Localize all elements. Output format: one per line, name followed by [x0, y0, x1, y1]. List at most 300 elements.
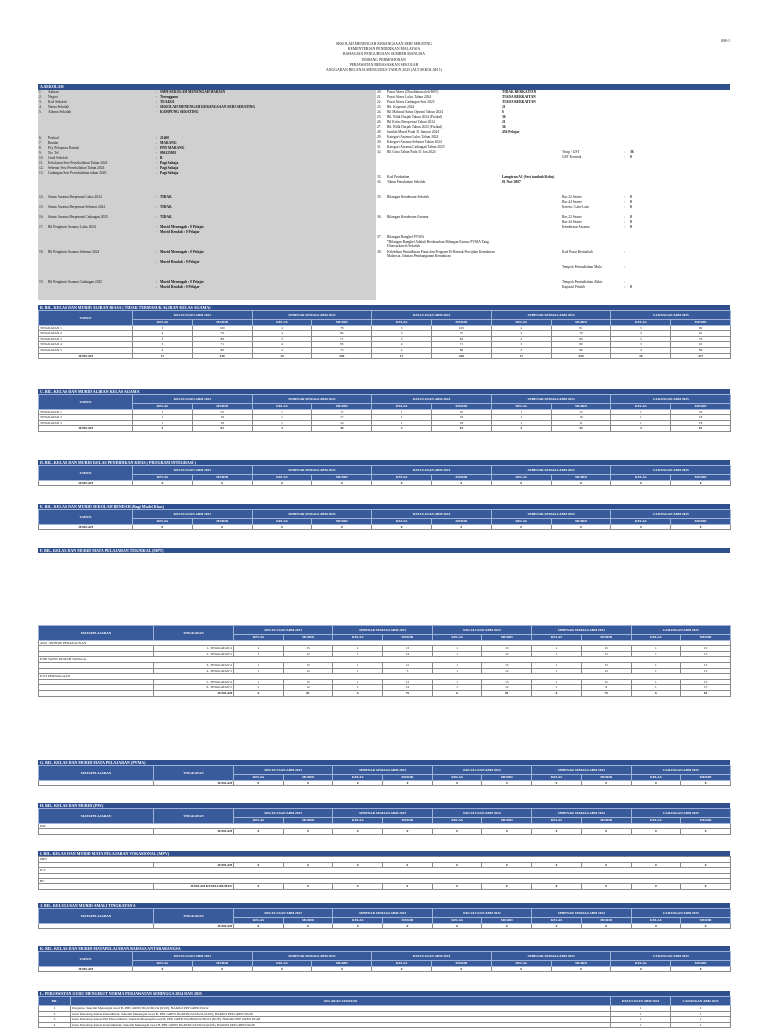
data-table: [38, 996, 731, 1028]
section-a-title: A.SEKOLAH: [38, 84, 730, 90]
header-line: PERJAWATAN BERASASKAN SEKOLAH: [349, 62, 419, 67]
kelas-header: KELAS: [133, 404, 193, 410]
murid-header: MURID: [383, 818, 433, 824]
murid-header: MURID: [671, 961, 731, 967]
period-header: CADANGAN ABM 2025: [631, 626, 730, 635]
subject-name: E300 SAINS RUMAH TANGGA: [39, 657, 731, 663]
total-cell: 0: [283, 780, 333, 786]
section-title: D. BIL. KELAS DAN MURID KELAS PENDIDIKAN KHAS ( PROGRAM INTEGRASI ): [38, 460, 730, 465]
info-label: Pusat Akses Cadangan Sesi 2025: [387, 100, 435, 104]
blank-cell: [39, 923, 154, 929]
table-cell: 3: [133, 336, 193, 342]
table-cell: 71: [192, 342, 252, 348]
total-cell: 0: [333, 829, 383, 835]
info-label: *Bilangan Bangkel Adalah Berdasarkan Bilangan Kursus PVMA Yang Ditawarkan di Sekolah: [387, 240, 489, 249]
kelas-header: KELAS: [372, 404, 432, 410]
data-table: [38, 765, 731, 786]
total-cell: 81: [681, 690, 731, 696]
total-cell: 0: [372, 480, 432, 486]
info-number: 19.: [39, 280, 44, 284]
table-cell: 71: [432, 342, 492, 348]
data-table: [38, 808, 731, 835]
total-cell: 61: [671, 426, 731, 432]
murid-header: MURID: [192, 475, 252, 481]
period-header: KELULUSAN ABM 2023: [234, 809, 333, 818]
total-cell: 0: [372, 524, 432, 530]
info-row: [376, 250, 730, 259]
murid-header: MURID: [681, 818, 731, 824]
period-header: CADANGAN ABM 2025: [631, 909, 730, 918]
section-title: H. BIL. KELAS DAN MURID (PAV): [38, 803, 730, 808]
info-number: 10.: [39, 156, 44, 160]
document-header: [0, 42, 768, 73]
murid-header: MURID: [192, 519, 252, 525]
table-cell: 80: [551, 347, 611, 353]
total-cell: 3: [133, 426, 193, 432]
total-label: JUMLAH: [39, 480, 133, 486]
total-cell: 0: [551, 480, 611, 486]
period-header: KELULUSAN ABM 2023: [133, 311, 253, 320]
murid-header: MURID: [432, 519, 492, 525]
table-cell: 1: [532, 662, 582, 668]
period-header: SEBENAR SEMASA ABM 2024: [532, 626, 631, 635]
table-cell: 1: [333, 679, 383, 685]
jawatan-cell: Guru Penolong Kanan Hal Ehwal Murid, Sekolah Menengah Gred B, PPP, GRED DG48/DG52/DG54 (KUP), HAKIKI PPP GRED DG48: [71, 1017, 611, 1023]
table-cell: 1: [133, 420, 193, 426]
subject-name: E313 PERNIAGAAN: [39, 674, 731, 680]
kelas-header: KELAS: [133, 320, 193, 326]
info-number: 26.: [377, 120, 382, 124]
period-header: SEBENAR SEMASA ABM 2023: [252, 395, 372, 404]
info-colon: :: [156, 95, 157, 99]
page-number: SM-1: [720, 38, 730, 43]
table-cell: 12: [283, 685, 333, 691]
total-row: [39, 426, 731, 432]
murid-header: MURID: [482, 918, 532, 924]
info-value: TIADA BERKAITAN: [502, 95, 536, 99]
blank-cell: [39, 884, 154, 890]
table-cell: 0: [333, 862, 383, 868]
info-colon: :: [624, 150, 625, 154]
total-label: JUMLAH: [154, 690, 234, 696]
info-value: Murid Rendah : 0 Pelajar: [160, 230, 200, 234]
kelas-header: KELAS: [532, 918, 582, 924]
info-label: Nama Sekolah: [48, 105, 70, 109]
column-header: CADANGAN ABM 2025: [671, 997, 731, 1006]
period-header: CADANGAN ABM 2025: [611, 395, 731, 404]
kelas-header: KELAS: [491, 475, 551, 481]
info-row: [376, 285, 730, 290]
total-cell: 377: [671, 353, 731, 359]
info-value: SMH-SEKOLAH MENENGAH HARIAN: [160, 90, 226, 94]
info-colon: :: [624, 250, 625, 254]
table-cell: 15: [482, 679, 532, 685]
murid-header: MURID: [581, 635, 631, 641]
jawatan-cell: Guru Penolong Kanan Kokurikulum, Sekolah Menengah Gred B, PPP, GRED DG48/DG52/DG54 (KUP), HAKIKI PPP GRED DG48: [71, 1022, 611, 1028]
total-label: JUMLAH: [154, 923, 234, 929]
blank-cell: [39, 690, 154, 696]
total-label: JUMLAH KESELURUHAN: [154, 884, 234, 890]
info-value: SEKOLAH MENENGAH KEBANGSAAN SERI SERATING: [160, 105, 256, 109]
table-cell: 75: [432, 331, 492, 337]
kelas-header: KELAS: [252, 475, 312, 481]
info-row: [38, 110, 376, 115]
table-cell: 0: [581, 862, 631, 868]
info-label: No. Tel: [48, 151, 59, 155]
info-label: Pej. Pelajaran Daerah: [48, 146, 80, 150]
mpt-table-section: [38, 625, 730, 697]
kelas-header: KELAS: [372, 320, 432, 326]
murid-header: MURID: [671, 320, 731, 326]
info-number: 20.: [377, 90, 382, 94]
section-title: C. BIL. KELAS DAN MURID ALIRAN KELAS AGAMA: [38, 389, 730, 394]
kelas-header: KELAS: [372, 961, 432, 967]
table-cell: 12: [482, 668, 532, 674]
total-cell: 416: [432, 353, 492, 359]
total-cell: 0: [192, 524, 252, 530]
table-cell: 1: [631, 662, 681, 668]
table-cell: 15: [681, 646, 731, 652]
info-colon: :: [156, 205, 157, 209]
murid-header: MURID: [432, 320, 492, 326]
table-cell: 61: [671, 331, 731, 337]
murid-header: MURID: [312, 475, 372, 481]
info-number: 2.: [39, 95, 42, 99]
info-number: 6.: [39, 136, 42, 140]
table-cell: 1: [234, 679, 284, 685]
info-label: Tahun Penubuhan Sekolah: [387, 180, 426, 184]
table-cell: 76: [671, 336, 731, 342]
info-subvalue: 0: [630, 285, 632, 289]
period-header: KELULUSAN ABM 2023: [133, 466, 253, 475]
info-colon: :: [156, 136, 157, 140]
info-row: [376, 205, 730, 210]
murid-header: MURID: [283, 918, 333, 924]
total-cell: 0: [234, 829, 284, 835]
murid-header: MURID: [432, 475, 492, 481]
total-cell: 0: [383, 829, 433, 835]
table-cell: 76: [551, 331, 611, 337]
tingkatan-cell: 1- TINGKATAN 4: [154, 646, 234, 652]
total-cell: 0: [551, 966, 611, 972]
table-cell: 4: [133, 347, 193, 353]
total-cell: 0: [383, 780, 433, 786]
murid-header: MURID: [681, 918, 731, 924]
kelas-header: KELAS: [372, 519, 432, 525]
total-label: JUMLAH: [154, 829, 234, 835]
kelas-header: KELAS: [432, 775, 482, 781]
info-colon: :: [156, 161, 157, 165]
info-number: 25.: [377, 115, 382, 119]
section-title: I. BIL. KELAS DAN MURID MATA PELAJARAN VOKASIONAL (MPV): [38, 851, 730, 856]
table-section: [38, 803, 730, 835]
period-header: SEBENAR SEMASA ABM 2023: [252, 466, 372, 475]
info-number: 5.: [39, 110, 42, 114]
kelas-header: KELAS: [491, 320, 551, 326]
info-colon: :: [156, 90, 157, 94]
column-header: TINGKATAN: [154, 909, 234, 924]
info-label: Kategori Asrama Cadangan Tahun 2025: [387, 145, 445, 149]
total-cell: 0: [671, 966, 731, 972]
column-header: MATAPELAJARAN: [39, 809, 154, 824]
table-cell: 16: [551, 415, 611, 421]
info-sublabel: Kapasiti Pelatih: [562, 285, 585, 289]
info-label: Bilangan Kenderaan Sekolah: [387, 195, 429, 199]
info-colon: :: [156, 285, 157, 289]
total-cell: 0: [312, 524, 372, 530]
table-cell: 0: [631, 862, 681, 868]
table-section: [38, 305, 730, 359]
table-cell: 0: [283, 884, 333, 890]
murid-header: MURID: [681, 775, 731, 781]
info-number: 3.: [39, 100, 42, 104]
table-cell: 17: [312, 409, 372, 415]
table-cell: 12: [283, 668, 333, 674]
table-cell: 15: [681, 651, 731, 657]
table-cell: 1: [252, 420, 312, 426]
info-label: Kod Perubahan: [387, 175, 410, 179]
info-number: 14.: [39, 195, 44, 199]
info-label: Bil Penghuni Asrama Sebenar 2024: [48, 250, 100, 254]
murid-header: MURID: [551, 961, 611, 967]
info-label: Kelulusan Sesi Persekolahan Tahun 2024: [48, 161, 108, 165]
info-subvalue: 0: [630, 155, 632, 159]
table-cell: 100: [432, 325, 492, 331]
total-cell: 61: [192, 426, 252, 432]
column-header: BIL: [39, 997, 71, 1006]
info-colon: :: [156, 215, 157, 219]
table-cell: 1: [491, 420, 551, 426]
total-cell: 18: [611, 353, 671, 359]
info-colon: :: [624, 285, 625, 289]
info-colon: :: [156, 250, 157, 254]
table-cell: 1: [432, 679, 482, 685]
murid-header: MURID: [681, 635, 731, 641]
header-line: ANGGARAN BELANJA MENGURUS TAHUN 2025 (ALT SEKOLAH 1): [326, 68, 442, 73]
info-value: B: [160, 156, 163, 160]
table-cell: 1: [532, 651, 582, 657]
total-cell: 17: [372, 353, 432, 359]
kelas-header: KELAS: [611, 961, 671, 967]
bil-cell: 3: [39, 1017, 71, 1023]
info-subvalue: 36: [630, 150, 634, 154]
column-header: TAHUN: [39, 311, 133, 326]
info-subvalue: 0: [630, 195, 632, 199]
murid-header: MURID: [312, 404, 372, 410]
total-cell: 0: [681, 829, 731, 835]
kelas-header: KELAS: [532, 818, 582, 824]
info-number: 15.: [39, 205, 44, 209]
info-number: 34.: [377, 180, 382, 184]
info-label: Alamat Sekolah: [48, 110, 72, 114]
table-cell: 0: [681, 884, 731, 890]
total-cell: 0: [432, 524, 492, 530]
period-header: SEBENAR SEMASA ABM 2024: [532, 766, 631, 775]
table-cell: 1: [333, 646, 383, 652]
total-cell: 0: [312, 966, 372, 972]
total-row: [39, 480, 731, 486]
info-number: 24.: [377, 110, 382, 114]
period-header: KELULUSAN ABM 2024: [372, 395, 492, 404]
total-cell: 0: [532, 923, 582, 929]
table-cell: 18: [432, 420, 492, 426]
table-cell: 1: [631, 668, 681, 674]
table-cell: 1: [532, 668, 582, 674]
table-section: [38, 389, 730, 432]
total-row: [39, 923, 731, 929]
info-number: 7.: [39, 141, 42, 145]
total-cell: 0: [681, 780, 731, 786]
kelas-header: KELAS: [491, 961, 551, 967]
total-cell: 6: [333, 690, 383, 696]
total-cell: 44: [312, 426, 372, 432]
table-cell: 1: [432, 662, 482, 668]
header-line: KEMENTERIAN PENDIDIKAN MALAYSIA: [347, 47, 421, 52]
table-section: [38, 760, 730, 786]
table-cell: 1: [252, 409, 312, 415]
info-number: 4.: [39, 105, 42, 109]
info-number: 17.: [39, 225, 44, 229]
table-cell: 12: [581, 651, 631, 657]
table-cell: 1: [372, 420, 432, 426]
total-row: [39, 353, 731, 359]
info-value: Pagi Sahaja: [160, 166, 179, 170]
section-title: F. BIL. KELAS DAN MURID MATA PELAJARAN TEKNIKAL (MPT): [38, 548, 730, 553]
table-cell: 3: [252, 336, 312, 342]
period-header: CADANGAN ABM 2025: [611, 466, 731, 475]
period-header: SEBENAR SEMASA ABM 2023: [252, 952, 372, 961]
total-label: JUMLAH: [39, 426, 133, 432]
table-cell: 12: [283, 651, 333, 657]
info-row: [376, 265, 730, 270]
info-number: 23.: [377, 105, 382, 109]
table-cell: 1: [671, 1017, 731, 1023]
table-cell: 1: [432, 646, 482, 652]
info-sublabel: Tempoh Pentauliahan Akhir: [562, 280, 603, 284]
data-table: [38, 908, 731, 929]
table-cell: 0: [283, 862, 333, 868]
kelas-header: KELAS: [631, 635, 681, 641]
table-cell: 1: [333, 668, 383, 674]
total-row: [39, 966, 731, 972]
table-cell: 1: [234, 651, 284, 657]
period-header: KELULUSAN ABM 2023: [234, 909, 333, 918]
total-cell: 0: [631, 923, 681, 929]
table-cell: 0: [681, 862, 731, 868]
table-cell: 3: [372, 331, 432, 337]
table-cell: 3: [133, 342, 193, 348]
table-cell: 15: [681, 668, 731, 674]
info-colon: :: [624, 155, 625, 159]
info-value: 21: [502, 105, 506, 109]
info-label: Bil Penghuni Asrama Lulus 2024: [48, 225, 96, 229]
info-label: Status Asrama Berpenuni Sebenar 2024: [48, 205, 106, 209]
info-label: Bil Mahasal Sains Optomi Tahun 2024: [387, 110, 443, 114]
info-sublabel: GST Kontrak: [562, 155, 582, 159]
table-cell: 0: [432, 862, 482, 868]
kelas-header: KELAS: [333, 918, 383, 924]
tingkatan-cell: 3- TINGKATAN 4: [154, 662, 234, 668]
table-cell: 11: [551, 420, 611, 426]
info-label: Negeri: [48, 95, 58, 99]
kelas-header: KELAS: [491, 519, 551, 525]
murid-header: MURID: [283, 818, 333, 824]
section-title: E. BIL. KELAS DAN MURID SEKOLAH BENDAH (Bagi Model Khas): [38, 504, 730, 509]
info-colon: :: [624, 265, 625, 269]
info-number: 11.: [39, 161, 44, 165]
total-cell: 0: [372, 966, 432, 972]
table-section: [38, 460, 730, 486]
total-cell: 0: [312, 480, 372, 486]
total-label: JUMLAH: [39, 524, 133, 530]
info-number: 33.: [377, 175, 382, 179]
kelas-header: KELAS: [133, 475, 193, 481]
column-header: MATAPELAJARAN: [39, 766, 154, 781]
murid-header: MURID: [312, 519, 372, 525]
kelas-header: KELAS: [333, 775, 383, 781]
bil-cell: 4: [39, 1022, 71, 1028]
murid-header: MURID: [551, 519, 611, 525]
table-cell: 15: [482, 662, 532, 668]
murid-header: MURID: [482, 635, 532, 641]
row-label: TINGKATAN 4: [39, 342, 133, 348]
info-number: 31.: [377, 145, 382, 149]
table-cell: 14: [383, 685, 433, 691]
table-cell: 3: [611, 342, 671, 348]
info-subvalue: 0: [630, 225, 632, 229]
bil-cell: 2: [39, 1011, 71, 1017]
table-cell: 3: [133, 325, 193, 331]
info-subvalue: 0: [630, 205, 632, 209]
table-cell: 71: [312, 336, 372, 342]
kelas-header: KELAS: [333, 635, 383, 641]
table-cell: 18: [192, 415, 252, 421]
table-cell: 78: [312, 325, 372, 331]
info-colon: :: [624, 225, 625, 229]
table-cell: 89: [671, 347, 731, 353]
total-cell: 0: [631, 780, 681, 786]
table-cell: 25: [432, 409, 492, 415]
total-cell: 0: [133, 966, 193, 972]
kelas-header: KELAS: [252, 519, 312, 525]
row-label: TINGKATAN 1: [39, 325, 133, 331]
header-line: BAHAGIAN PENGURUSAN SUMBER MANUSIA: [343, 52, 425, 57]
info-number: 12.: [39, 166, 44, 170]
table-cell: 12: [383, 662, 433, 668]
mpt-table: [38, 625, 731, 697]
murid-header: MURID: [383, 775, 433, 781]
period-header: SEBENAR SEMASA ABM 2024: [532, 909, 631, 918]
info-label: Jumlah Murid Pada 31 Januari 2024: [387, 130, 440, 134]
info-value: TIDAK BERKAITAN: [502, 90, 537, 94]
period-header: SEBENAR SEMASA ABM 2024: [491, 510, 611, 519]
table-cell: 0: [383, 884, 433, 890]
info-colon: :: [624, 215, 625, 219]
info-label: Gred Sekolah: [48, 156, 68, 160]
info-value: TEA4021: [160, 100, 175, 104]
info-number: 1.: [39, 90, 42, 94]
period-header: KELULUSAN ABM 2024: [432, 809, 531, 818]
info-sublabel: Tetap / GST: [562, 150, 580, 154]
murid-header: MURID: [581, 775, 631, 781]
table-cell: 3: [611, 336, 671, 342]
period-header: SEBENAR SEMASA ABM 2023: [333, 626, 432, 635]
table-cell: 15: [283, 646, 333, 652]
table-cell: 5: [383, 668, 433, 674]
total-cell: 0: [631, 829, 681, 835]
murid-header: MURID: [192, 320, 252, 326]
table-cell: 4: [252, 331, 312, 337]
